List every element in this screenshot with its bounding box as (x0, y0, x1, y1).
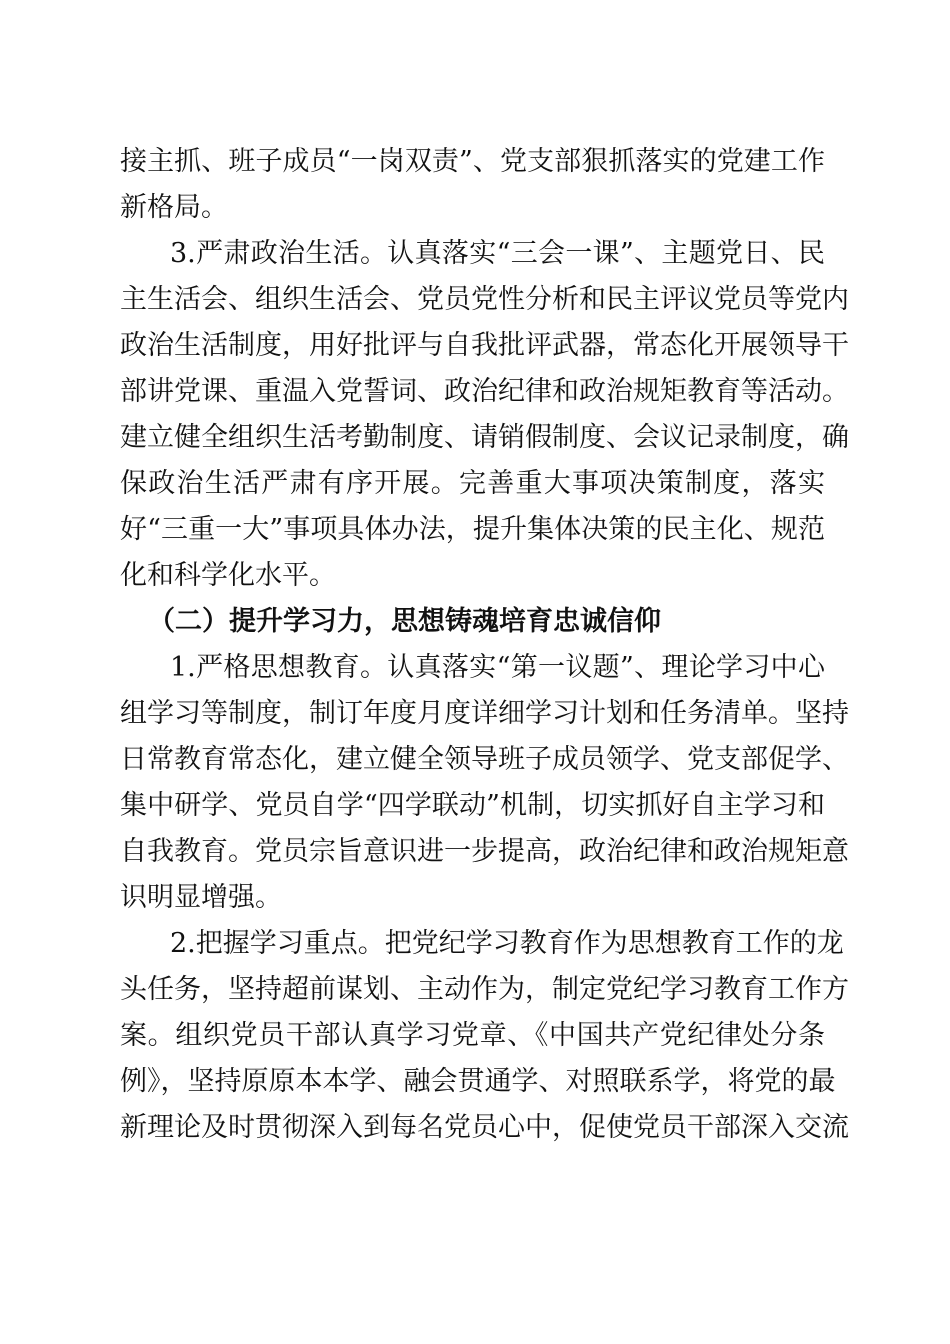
paragraph-line: 集中研学、党员自学“四学联动”机制，切实抓好自主学习和 (120, 790, 825, 821)
paragraph-line: 头任务，坚持超前谋划、主动作为，制定党纪学习教育工作方 (120, 974, 849, 1005)
paragraph-line: 接主抓、班子成员“一岗双责”、党支部狠抓落实的党建工作 (120, 146, 825, 177)
paragraph-line: 组学习等制度，制订年度月度详细学习计划和任务清单。坚持 (120, 698, 849, 729)
paragraph-line: 日常教育常态化，建立健全领导班子成员领学、党支部促学、 (120, 744, 849, 775)
paragraph-line: 化和科学化水平。 (120, 560, 336, 591)
paragraph-line: 建立健全组织生活考勤制度、请销假制度、会议记录制度，确 (120, 422, 849, 453)
paragraph-line: 新理论及时贯彻深入到每名党员心中，促使党员干部深入交流 (120, 1112, 849, 1143)
paragraph-line: 自我教育。党员宗旨意识进一步提高，政治纪律和政治规矩意 (120, 836, 849, 867)
paragraph-line: 1.严格思想教育。认真落实“第一议题”、理论学习中心 (170, 652, 825, 683)
paragraph-line: 好“三重一大”事项具体办法，提升集体决策的民主化、规范 (120, 514, 825, 545)
section-heading: （二）提升学习力，思想铸魂培育忠诚信仰 (148, 606, 661, 637)
paragraph-line: 新格局。 (120, 192, 228, 223)
paragraph-line: 政治生活制度，用好批评与自我批评武器，常态化开展领导干 (120, 330, 849, 361)
paragraph-line: 部讲党课、重温入党誓词、政治纪律和政治规矩教育等活动。 (120, 376, 849, 407)
paragraph-line: 2.把握学习重点。把党纪学习教育作为思想教育工作的龙 (170, 928, 844, 959)
paragraph-line: 保政治生活严肃有序开展。完善重大事项决策制度，落实 (120, 468, 825, 499)
paragraph-line: 3.严肃政治生活。认真落实“三会一课”、主题党日、民 (170, 238, 825, 269)
paragraph-line: 主生活会、组织生活会、党员党性分析和民主评议党员等党内 (120, 284, 849, 315)
paragraph-line: 识明显增强。 (120, 882, 282, 913)
paragraph-line: 例》，坚持原原本本学、融会贯通学、对照联系学，将党的最 (120, 1066, 836, 1097)
paragraph-line: 案。组织党员干部认真学习党章、《中国共产党纪律处分条 (120, 1020, 825, 1051)
